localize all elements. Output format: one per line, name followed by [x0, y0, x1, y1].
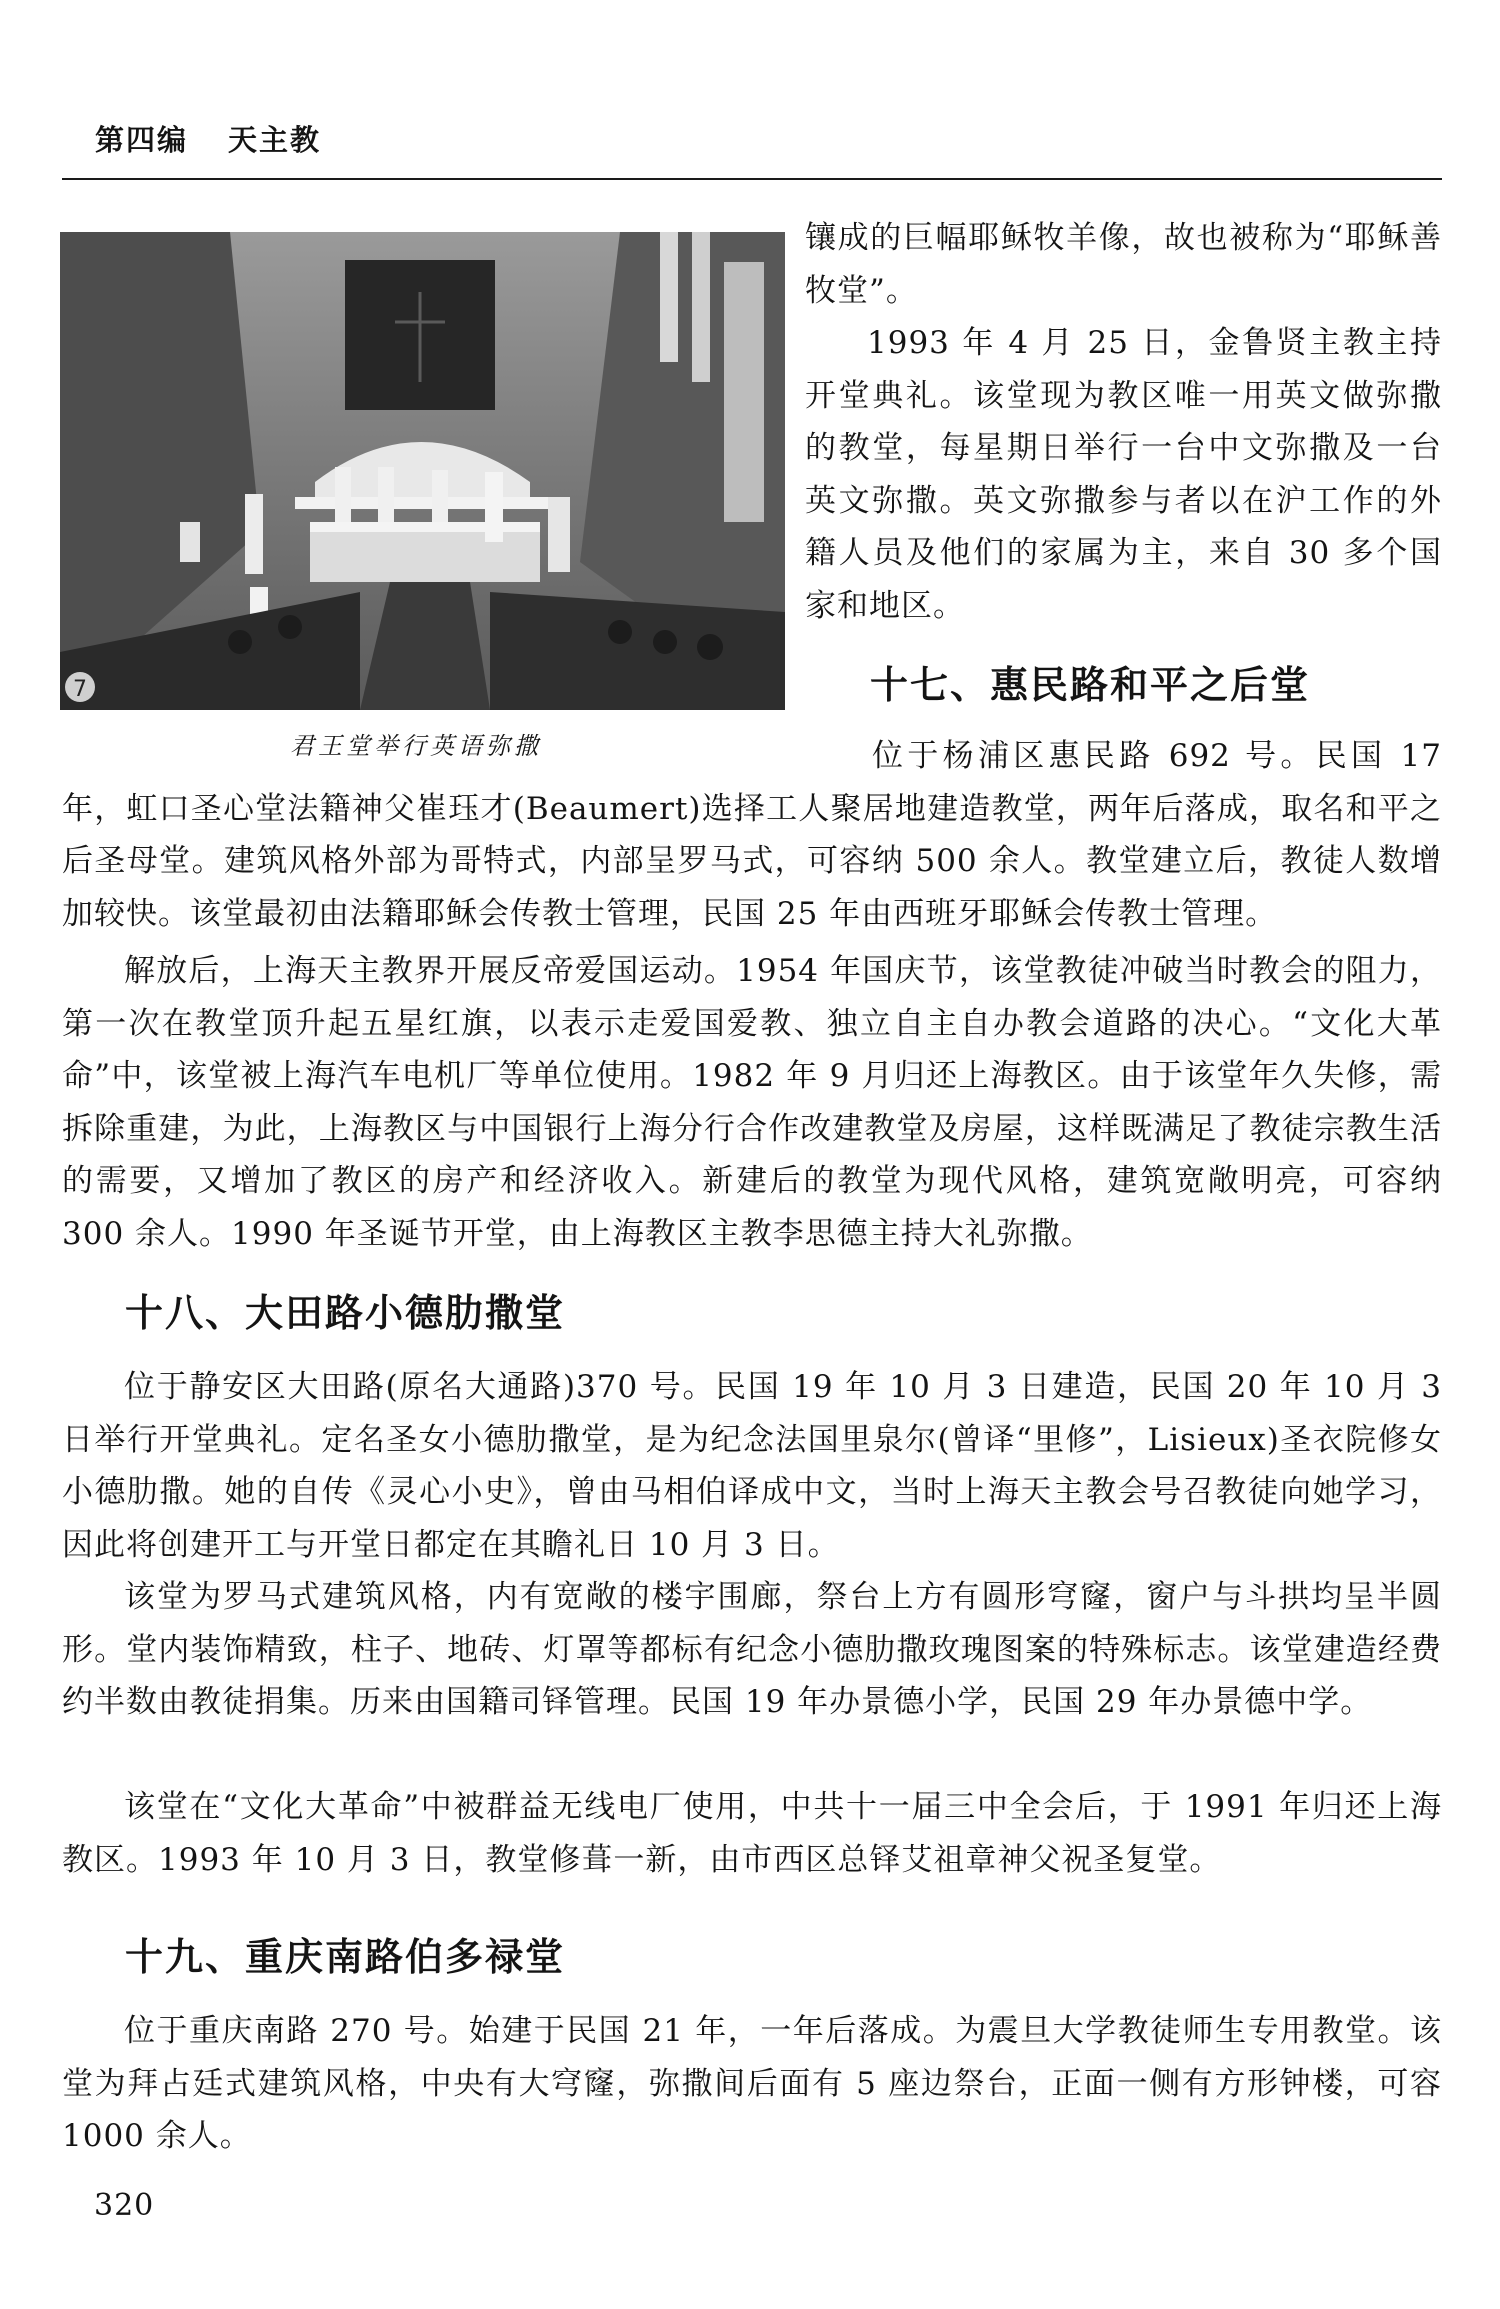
photo-drawing	[60, 232, 785, 710]
section-18-paragraph-3: 该堂在“文化大革命”中被群益无线电厂使用，中共十一届三中全会后，于 1991 年归还上海教区。1993 年 10 月 3 日，教堂修葺一新，由市西区总铎艾祖章神父祝圣复堂。	[62, 1789, 1442, 1878]
page-number: 320	[94, 2188, 155, 2223]
part-label: 第四编	[95, 123, 189, 157]
church-mass-photo	[60, 232, 785, 710]
section-18-title: 十八、大田路小德肋撒堂	[125, 1291, 566, 1335]
section-17-paragraph-2: 解放后，上海天主教界开展反帝爱国运动。1954 年国庆节，该堂教徒冲破当时教会的阻力，第一次在教堂顶升起五星红旗，以表示走爱国爱教、独立自主自办教会道路的决心。“文化大革命”中，该堂被上海汽车电机厂等单位使用。1982 年 9 月归还上海教区。由于该堂年久失修，需拆除重建，为此，上海教区与中国银行上海分行合作改建教堂及房屋，这样既满足了教徒宗教生活的需要，又增加了教区的房产和经济收入。新建后的教堂为现代风格，建筑宽敞明亮，可容纳 300 余人。1990 年圣诞节开堂，由上海教区主教李思德主持大礼弥撒。	[62, 953, 1442, 1252]
part-title: 天主教	[228, 123, 322, 157]
figure-marker: 7	[73, 677, 87, 702]
section-19-paragraph-1: 位于重庆南路 270 号。始建于民国 21 年，一年后落成。为震旦大学教徒师生专用教堂。该堂为拜占廷式建筑风格，中央有大穹窿，弥撒间后面有 5 座边祭台，正面一侧有方形钟楼，可容 1000 余人。	[62, 2013, 1442, 2154]
header-rule	[62, 178, 1442, 180]
section-18-paragraph-1: 位于静安区大田路(原名大通路)370 号。民国 19 年 10 月 3 日建造，民国 20 年 10 月 3 日举行开堂典礼。定名圣女小德肋撒堂，是为纪念法国里泉尔(曾译“里修”，Lisieux)圣衣院修女小德肋撒。她的自传《灵心小史》，曾由马相伯译成中文，当时上海天主教会号召教徒向她学习，因此将创建开工与开堂日都定在其瞻礼日 10 月 3 日。	[62, 1369, 1442, 1563]
section-19-title: 十九、重庆南路伯多禄堂	[125, 1935, 566, 1979]
running-header	[95, 118, 1445, 159]
intro-paragraph-1: 镶成的巨幅耶稣牧羊像，故也被称为“耶稣善牧堂”。	[805, 220, 1442, 309]
intro-paragraph-2: 1993 年 4 月 25 日，金鲁贤主教主持开堂典礼。该堂现为教区唯一用英文做弥撒的教堂，每星期日举行一台中文弥撒及一台英文弥撒。英文弥撒参与者以在沪工作的外籍人员及他们的家属为主，来自 30 多个国家和地区。	[805, 325, 1442, 624]
section-17-title: 十七、惠民路和平之后堂	[870, 663, 1311, 707]
caption-gap	[62, 730, 872, 782]
section-17-paragraph-1: 位于杨浦区惠民路 692 号。民国 17 年，虹口圣心堂法籍神父崔珏才(Beaumert)选择工人聚居地建造教堂，两年后落成，取名和平之后圣母堂。建筑风格外部为哥特式，内部呈罗马式，可容纳 500 余人。教堂建立后，教徒人数增加较快。该堂最初由法籍耶稣会传教士管理，民国 25 年由西班牙耶稣会传教士管理。	[62, 738, 1442, 932]
figure-caption: 君王堂举行英语弥撒	[290, 732, 542, 760]
section-18-paragraph-2: 该堂为罗马式建筑风格，内有宽敞的楼宇围廊，祭台上方有圆形穹窿，窗户与斗拱均呈半圆形。堂内装饰精致，柱子、地砖、灯罩等都标有纪念小德肋撒玫瑰图案的特殊标志。该堂建造经费约半数由教徒捐集。历来由国籍司铎管理。民国 19 年办景德小学，民国 29 年办景德中学。	[62, 1579, 1442, 1720]
section-17-paragraph-1-wrap	[62, 730, 1442, 940]
